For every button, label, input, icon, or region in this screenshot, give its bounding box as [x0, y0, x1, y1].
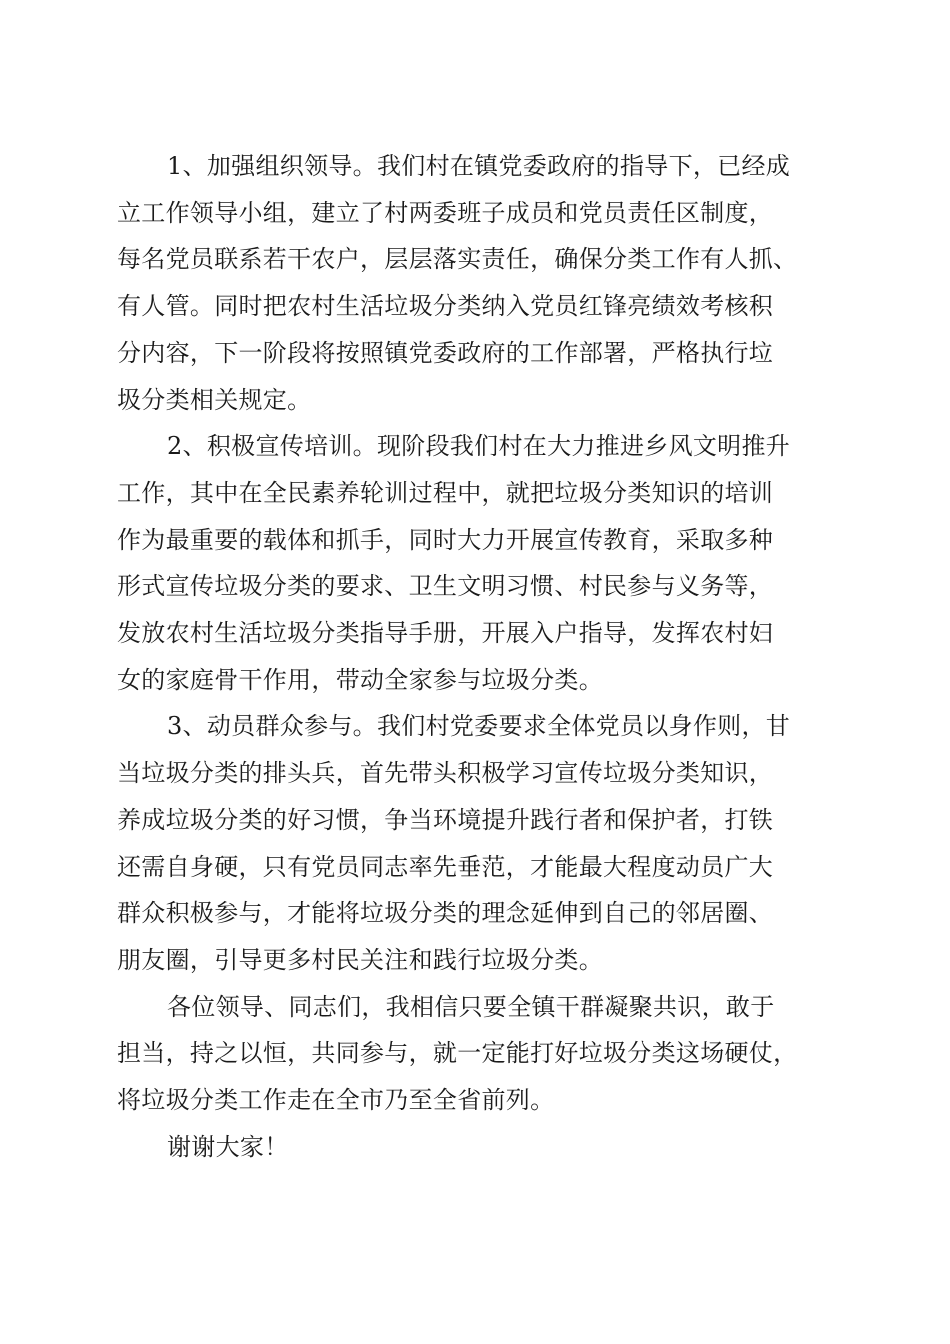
text-line: 有人管。同时把农村生活垃圾分类纳入党员红锋亮绩效考核积 — [117, 292, 774, 321]
text-line: 圾分类相关规定。 — [117, 385, 312, 414]
text-line: 将垃圾分类工作走在全市乃至全省前列。 — [117, 1086, 555, 1115]
text-line: 群众积极参与，才能将垃圾分类的理念延伸到自己的邻居圈、 — [117, 899, 774, 928]
text-line: 立工作领导小组，建立了村两委班子成员和党员责任区制度， — [117, 198, 774, 227]
text-line: 工作，其中在全民素养轮训过程中，就把垃圾分类知识的培训 — [117, 478, 774, 507]
text-line: 2、积极宣传培训。现阶段我们村在大力推进乡风文明推升 — [167, 432, 791, 461]
text-line: 作为最重要的载体和抓手，同时大力开展宣传教育，采取多种 — [117, 525, 774, 554]
text-line: 形式宣传垃圾分类的要求、卫生文明习惯、村民参与义务等， — [117, 572, 774, 601]
paragraph-thanks — [117, 1124, 835, 1171]
text-line: 每名党员联系若干农户，层层落实责任，确保分类工作有人抓、 — [117, 245, 798, 274]
text-line: 当垃圾分类的排头兵，首先带头积极学习宣传垃圾分类知识， — [117, 759, 774, 788]
paragraph-mobilize-public — [117, 703, 835, 983]
text-line: 1、加强组织领导。我们村在镇党委政府的指导下，已经成 — [167, 152, 791, 180]
text-line: 女的家庭骨干作用，带动全家参与垃圾分类。 — [117, 665, 603, 694]
paragraph-strengthen-leadership — [117, 143, 835, 423]
text-line: 朋友圈，引导更多村民关注和践行垃圾分类。 — [117, 945, 603, 974]
text-line: 分内容，下一阶段将按照镇党委政府的工作部署，严格执行垃 — [117, 338, 774, 367]
text-line: 各位领导、同志们，我相信只要全镇干群凝聚共识，敢于 — [167, 992, 775, 1021]
text-line: 发放农村生活垃圾分类指导手册，开展入户指导，发挥农村妇 — [117, 619, 774, 648]
paragraph-closing-remarks — [117, 984, 835, 1124]
text-line: 养成垃圾分类的好习惯，争当环境提升践行者和保护者，打铁 — [117, 805, 774, 834]
document-body — [117, 143, 835, 1170]
text-line: 还需自身硬，只有党员同志率先垂范，才能最大程度动员广大 — [117, 852, 774, 881]
paragraph-publicity-training — [117, 423, 835, 703]
text-line: 谢谢大家！ — [167, 1132, 289, 1161]
text-line: 担当，持之以恒，共同参与，就一定能打好垃圾分类这场硬仗， — [117, 1039, 798, 1068]
text-line: 3、动员群众参与。我们村党委要求全体党员以身作则，甘 — [167, 712, 791, 741]
